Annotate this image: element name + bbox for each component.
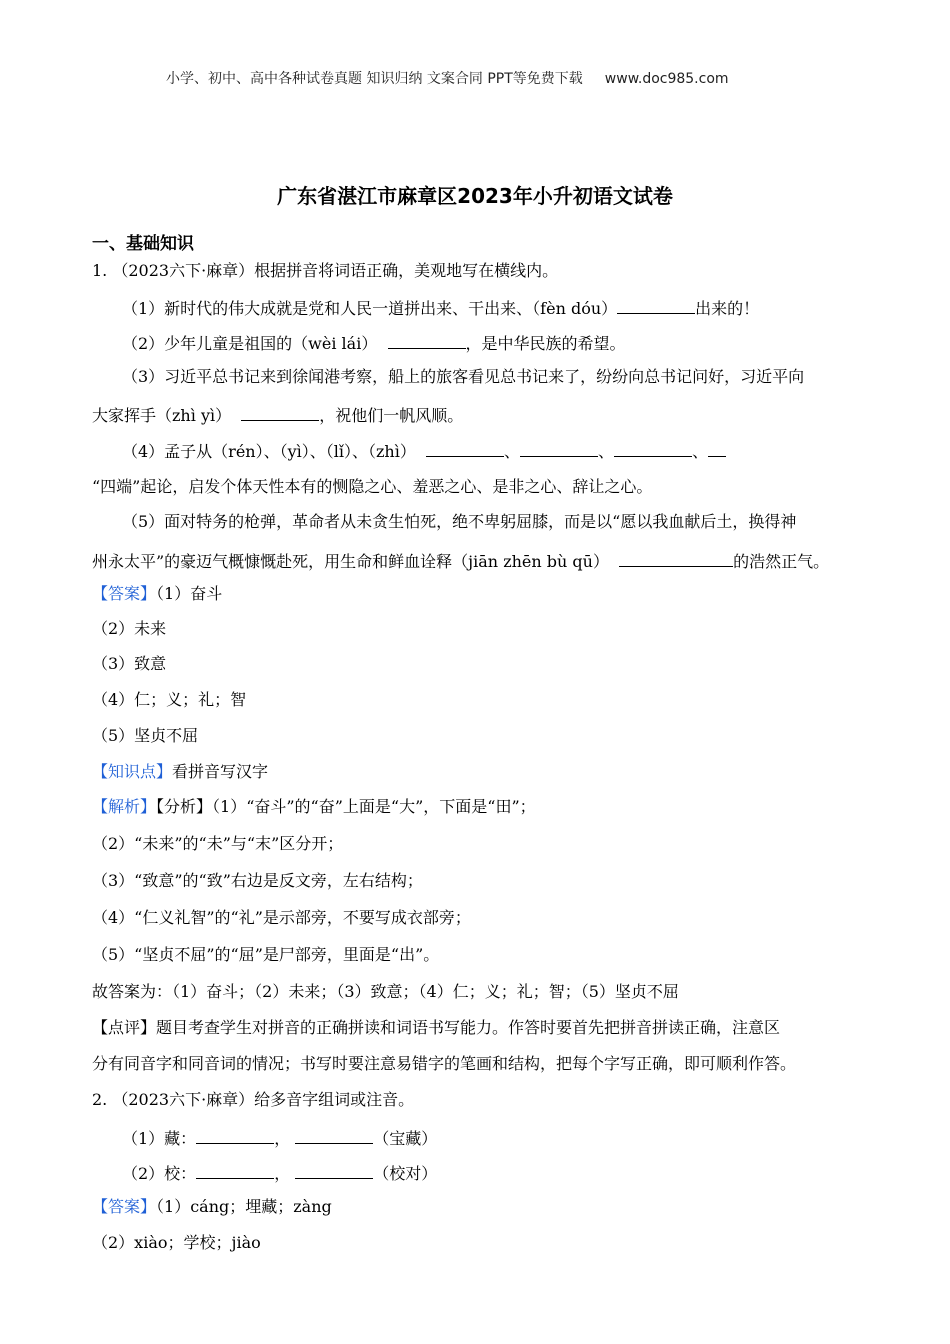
q1-sub5-text: 州永太平”的豪迈气概慷慨赴死，用生命和鲜血诠释（jiān zhēn bù qū） — [92, 552, 609, 571]
answer-item: （1）cáng；埋藏；zàng — [156, 1197, 332, 1216]
answer-blank[interactable] — [426, 438, 504, 457]
q2-sub2 — [122, 1160, 437, 1185]
separator: 、 — [598, 442, 615, 461]
page-header — [166, 68, 729, 90]
q2-sub2-text: （2）校： — [122, 1164, 197, 1183]
q1-knowledge-point — [92, 761, 268, 783]
q1-sub1-tail: 出来的！ — [695, 299, 760, 318]
answer-item: （4）仁；义；礼；智 — [92, 690, 247, 709]
q1-analysis — [92, 796, 536, 818]
q1-sub5-tail: 的浩然正气。 — [733, 552, 830, 571]
q2-intro: 2. （2023六下·麻章）给多音字组词或注音。 — [92, 1090, 415, 1109]
q1-sub2 — [122, 330, 626, 355]
q1-answer — [92, 583, 222, 605]
q2-sub2-tail: （校对） — [373, 1164, 438, 1183]
answer-tag: 【答案】 — [92, 584, 157, 603]
q1-sub3-line2 — [92, 402, 463, 427]
header-text: 小学、初中、高中各种试卷真题 知识归纳 文案合同 PPT等免费下载 — [166, 71, 583, 87]
answer-blank[interactable] — [388, 330, 466, 349]
answer-blank[interactable] — [708, 438, 726, 457]
q1-sub1 — [122, 295, 759, 320]
q2-sub1-text: （1）藏： — [122, 1129, 197, 1148]
q1-sub1-text: （1）新时代的伟大成就是党和人民一道拼出来、干出来、（fèn dóu） — [122, 299, 618, 318]
answer-blank[interactable] — [617, 295, 695, 314]
analysis-line: （3）“致意”的“致”右边是反文旁，左右结构； — [92, 871, 423, 890]
q1-sub4-line2: “四端”起论，启发个体天性本有的恻隐之心、羞恶之心、是非之心、辞让之心。 — [92, 477, 653, 496]
answer-item: （2）未来 — [92, 619, 167, 638]
q2-sub1 — [122, 1125, 437, 1150]
q1-sub3-tail: ，祝他们一帆风顺。 — [319, 406, 464, 425]
q1-sub5-line2 — [92, 548, 829, 573]
answer-blank[interactable] — [614, 438, 692, 457]
analysis-line: （2）“未来”的“未”与“末”区分开； — [92, 834, 344, 853]
separator: ， — [274, 1129, 291, 1148]
answer-item: （3）致意 — [92, 654, 167, 673]
answer-blank[interactable] — [295, 1160, 373, 1179]
q1-sub3-text: 大家挥手（zhì yì） — [92, 406, 232, 425]
q2-sub1-tail: （宝藏） — [373, 1129, 438, 1148]
comment-line: 【点评】题目考查学生对拼音的正确拼读和词语书写能力。作答时要首先把拼音拼读正确，注意区 — [92, 1018, 781, 1037]
analysis-line: （4）“仁义礼智”的“礼”是示部旁，不要写成衣部旁； — [92, 908, 471, 927]
separator: ， — [274, 1164, 291, 1183]
q2-answer — [92, 1196, 332, 1218]
q1-sub5-line1: （5）面对特务的枪弹，革命者从未贪生怕死，绝不卑躬屈膝，而是以“愿以我血献后土，换得神 — [122, 512, 797, 531]
q1-sub2-text: （2）少年儿童是祖国的（wèi lái） — [122, 334, 378, 353]
knowledge-text: 看拼音写汉字 — [172, 762, 269, 781]
answer-item: （5）坚贞不屈 — [92, 726, 199, 745]
separator: 、 — [692, 442, 709, 461]
answer-item: （2）xiào；学校；jiào — [92, 1233, 261, 1252]
q1-intro: 1. （2023六下·麻章）根据拼音将词语正确，美观地写在横线内。 — [92, 261, 559, 280]
answer-blank[interactable] — [619, 548, 733, 567]
q1-sub4-line1 — [122, 438, 726, 463]
answer-blank[interactable] — [241, 402, 319, 421]
q1-sub3-line1: （3）习近平总书记来到徐闻港考察，船上的旅客看见总书记来了，纷纷向总书记问好，习近平向 — [122, 367, 805, 386]
page-title: 广东省湛江市麻章区2023年小升初语文试卷 — [277, 184, 673, 208]
answer-tag: 【答案】 — [92, 1197, 157, 1216]
comment-line: 分有同音字和同音词的情况；书写时要注意易错字的笔画和结构，把每个字写正确，即可顺利作答。 — [92, 1054, 797, 1073]
separator: 、 — [504, 442, 521, 461]
answer-summary: 故答案为：（1）奋斗；（2）未来；（3）致意；（4）仁；义；礼；智；（5）坚贞不屈 — [92, 982, 679, 1001]
answer-item: （1）奋斗 — [156, 584, 223, 603]
q1-sub2-tail: ，是中华民族的希望。 — [465, 334, 626, 353]
q1-sub4-text: （4）孟子从（rén）、（yì）、（lǐ）、（zhì） — [122, 442, 416, 461]
analysis-line: （5）“坚贞不屈”的“屈”是尸部旁，里面是“出”。 — [92, 945, 440, 964]
answer-blank[interactable] — [196, 1160, 274, 1179]
answer-blank[interactable] — [196, 1125, 274, 1144]
analysis-tag: 【解析】 — [92, 797, 157, 816]
analysis-line: 【分析】（1）“奋斗”的“奋”上面是“大”，下面是“田”； — [156, 797, 536, 816]
header-url[interactable]: www.doc985.com — [604, 71, 729, 87]
section-heading: 一、基础知识 — [92, 234, 194, 254]
answer-blank[interactable] — [520, 438, 598, 457]
answer-blank[interactable] — [295, 1125, 373, 1144]
knowledge-tag: 【知识点】 — [92, 762, 173, 781]
